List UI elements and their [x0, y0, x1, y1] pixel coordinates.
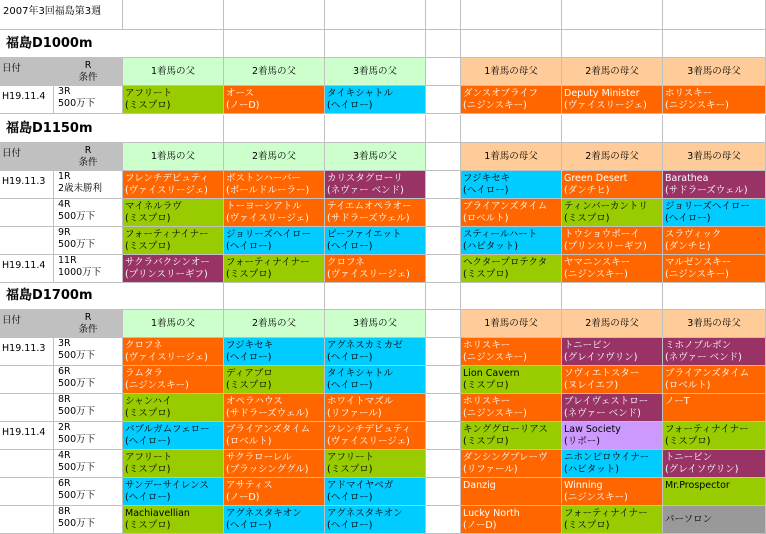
dam-sire-cell[interactable]: Danzig: [461, 478, 562, 506]
dam-sire-cell[interactable]: Green Desert (ダンチヒ): [562, 171, 663, 199]
section-title[interactable]: 福島D1000m: [0, 30, 123, 58]
row-race-condition[interactable]: 3R 500万下: [54, 338, 123, 366]
header-date[interactable]: 日付: [0, 58, 54, 86]
empty-cell[interactable]: [325, 0, 426, 30]
row-race-condition[interactable]: 3R 500万下: [54, 86, 123, 114]
empty-cell[interactable]: [562, 30, 663, 58]
header-sire[interactable]: 1着馬の父: [123, 310, 224, 338]
header-dam-sire[interactable]: 2着馬の母父: [562, 58, 663, 86]
sire-cell[interactable]: アフリート (ミスプロ): [123, 86, 224, 114]
sire-cell[interactable]: バブルガムフェロー (ヘイロー): [123, 422, 224, 450]
sire-cell[interactable]: ボストンハーバー (ボールドルーラー): [224, 171, 325, 199]
sire-cell[interactable]: カリスタグローリ (ネヴァー ベンド): [325, 171, 426, 199]
sire-cell[interactable]: フォーティナイナー (ミスプロ): [224, 255, 325, 283]
spacer-cell[interactable]: [426, 338, 461, 366]
sire-cell[interactable]: タイキシャトル (ヘイロー): [325, 366, 426, 394]
spacer-cell[interactable]: [426, 86, 461, 114]
dam-sire-cell[interactable]: ノーT: [663, 394, 766, 422]
empty-cell[interactable]: [123, 115, 224, 143]
header-sire[interactable]: 3着馬の父: [325, 310, 426, 338]
dam-sire-cell[interactable]: スラヴィック (ダンチヒ): [663, 227, 766, 255]
dam-sire-cell[interactable]: トウショウボーイ (プリンスリーギフ): [562, 227, 663, 255]
dam-sire-cell[interactable]: Mr.Prospector: [663, 478, 766, 506]
dam-sire-cell[interactable]: Winning (ニジンスキー): [562, 478, 663, 506]
sire-cell[interactable]: フレンチデピュティ (ヴァイスリージェ): [123, 171, 224, 199]
dam-sire-cell[interactable]: ジョリーズヘイロー (ヘイロー): [663, 199, 766, 227]
row-race-condition[interactable]: 9R 500万下: [54, 227, 123, 255]
row-date[interactable]: H19.11.4: [0, 255, 54, 283]
spacer-cell[interactable]: [426, 394, 461, 422]
sire-cell[interactable]: トーヨーシアトル (ヴァイスリージェ): [224, 199, 325, 227]
empty-cell[interactable]: [461, 0, 562, 30]
empty-cell[interactable]: [426, 282, 461, 310]
row-race-condition[interactable]: 2R 500万下: [54, 422, 123, 450]
dam-sire-cell[interactable]: Barathea (サドラーズウェル): [663, 171, 766, 199]
header-race-condition[interactable]: R 条件: [54, 143, 123, 171]
spacer-cell[interactable]: [426, 199, 461, 227]
dam-sire-cell[interactable]: Deputy Minister (ヴァイスリージェ): [562, 86, 663, 114]
section-title[interactable]: 福島D1150m: [0, 115, 123, 143]
sire-cell[interactable]: アフリート (ミスプロ): [325, 450, 426, 478]
header-dam-sire[interactable]: 1着馬の母父: [461, 58, 562, 86]
row-date[interactable]: [0, 450, 54, 478]
header-sire[interactable]: 3着馬の父: [325, 58, 426, 86]
row-date[interactable]: H19.11.3: [0, 171, 54, 199]
dam-sire-cell[interactable]: ホリスキー (ニジンスキー): [461, 394, 562, 422]
dam-sire-cell[interactable]: ブレイヴェストロー (ネヴァー ベンド): [562, 394, 663, 422]
empty-cell[interactable]: [562, 0, 663, 30]
sire-cell[interactable]: アフリート (ミスプロ): [123, 450, 224, 478]
sire-cell[interactable]: サクラバクシンオー (プリンスリーギフ): [123, 255, 224, 283]
empty-cell[interactable]: [663, 30, 766, 58]
empty-cell[interactable]: [562, 282, 663, 310]
row-date[interactable]: H19.11.4: [0, 86, 54, 114]
empty-cell[interactable]: [461, 115, 562, 143]
empty-cell[interactable]: [562, 115, 663, 143]
row-date[interactable]: H19.11.4: [0, 422, 54, 450]
sheet-title: 2007年3回福島第3週: [0, 0, 123, 30]
row-race-condition[interactable]: 11R 1000万下: [54, 255, 123, 283]
empty-cell[interactable]: [224, 115, 325, 143]
dam-sire-cell[interactable]: ソヴィエトスター (ヌレイエフ): [562, 366, 663, 394]
empty-cell[interactable]: [224, 0, 325, 30]
section-title[interactable]: 福島D1700m: [0, 282, 123, 310]
sire-cell[interactable]: クロフネ (ヴァイスリージェ): [123, 338, 224, 366]
spacer-cell[interactable]: [426, 58, 461, 86]
row-date[interactable]: [0, 366, 54, 394]
spacer-cell[interactable]: [426, 506, 461, 534]
row-race-condition[interactable]: 4R 500万下: [54, 450, 123, 478]
empty-cell[interactable]: [123, 30, 224, 58]
spacer-cell[interactable]: [426, 227, 461, 255]
sire-cell[interactable]: タイキシャトル (ヘイロー): [325, 86, 426, 114]
sire-cell[interactable]: オペラハウス (サドラーズウェル): [224, 394, 325, 422]
sire-cell[interactable]: アグネスタキオン (ヘイロー): [325, 506, 426, 534]
header-sire[interactable]: 1着馬の父: [123, 143, 224, 171]
spacer-cell[interactable]: [426, 310, 461, 338]
row-race-condition[interactable]: 8R 500万下: [54, 394, 123, 422]
dam-sire-cell[interactable]: フジキセキ (ヘイロー): [461, 171, 562, 199]
header-race-condition[interactable]: R 条件: [54, 58, 123, 86]
dam-sire-cell[interactable]: Lucky North (ノーD): [461, 506, 562, 534]
sire-cell[interactable]: クロフネ (ヴァイスリージェ): [325, 255, 426, 283]
row-date[interactable]: [0, 506, 54, 534]
sire-cell[interactable]: ラムタラ (ニジンスキー): [123, 366, 224, 394]
spacer-cell[interactable]: [426, 255, 461, 283]
sire-cell[interactable]: ブライアンズタイム (ロベルト): [224, 422, 325, 450]
header-date[interactable]: 日付: [0, 310, 54, 338]
empty-cell[interactable]: [426, 0, 461, 30]
dam-sire-cell[interactable]: パーソロン: [663, 506, 766, 534]
empty-cell[interactable]: [663, 0, 766, 30]
empty-cell[interactable]: [123, 0, 224, 30]
sire-cell[interactable]: テイエムオペラオー (サドラーズウェル): [325, 199, 426, 227]
row-race-condition[interactable]: 1R 2歳未勝利: [54, 171, 123, 199]
row-date[interactable]: H19.11.3: [0, 338, 54, 366]
empty-cell[interactable]: [325, 282, 426, 310]
empty-cell[interactable]: [663, 115, 766, 143]
row-race-condition[interactable]: 4R 500万下: [54, 199, 123, 227]
header-dam-sire[interactable]: 1着馬の母父: [461, 143, 562, 171]
row-date[interactable]: [0, 227, 54, 255]
header-dam-sire[interactable]: 3着馬の母父: [663, 58, 766, 86]
sire-cell[interactable]: ピーファイエット (ヘイロー): [325, 227, 426, 255]
empty-cell[interactable]: [325, 30, 426, 58]
spacer-cell[interactable]: [426, 171, 461, 199]
sire-cell[interactable]: オース (ノーD): [224, 86, 325, 114]
spacer-cell[interactable]: [426, 422, 461, 450]
row-race-condition[interactable]: 6R 500万下: [54, 478, 123, 506]
dam-sire-cell[interactable]: Law Society (リボー): [562, 422, 663, 450]
sire-cell[interactable]: Machiavellian (ミスプロ): [123, 506, 224, 534]
header-dam-sire[interactable]: 3着馬の母父: [663, 143, 766, 171]
header-sire[interactable]: 2着馬の父: [224, 143, 325, 171]
sire-cell[interactable]: アグネスカミカゼ (ヘイロー): [325, 338, 426, 366]
empty-cell[interactable]: [224, 30, 325, 58]
dam-sire-cell[interactable]: ヘクタープロテクタ (ミスプロ): [461, 255, 562, 283]
sire-cell[interactable]: ジョリーズヘイロー (ヘイロー): [224, 227, 325, 255]
dam-sire-cell[interactable]: ブライアンズタイム (ロベルト): [663, 366, 766, 394]
dam-sire-cell[interactable]: ニホンピロウイナー (ハビタット): [562, 450, 663, 478]
sire-cell[interactable]: サンデーサイレンス (ヘイロー): [123, 478, 224, 506]
dam-sire-cell[interactable]: フォーティナイナー (ミスプロ): [663, 422, 766, 450]
dam-sire-cell[interactable]: ダンスオブライフ (ニジンスキー): [461, 86, 562, 114]
dam-sire-cell[interactable]: ヤマニンスキー (ニジンスキー): [562, 255, 663, 283]
row-race-condition[interactable]: 8R 500万下: [54, 506, 123, 534]
empty-cell[interactable]: [461, 282, 562, 310]
dam-sire-cell[interactable]: Lion Cavern (ミスプロ): [461, 366, 562, 394]
dam-sire-cell[interactable]: ホリスキー (ニジンスキー): [663, 86, 766, 114]
spacer-cell[interactable]: [426, 450, 461, 478]
sire-cell[interactable]: フレンチデピュティ (ヴァイスリージェ): [325, 422, 426, 450]
sire-cell[interactable]: サクラローレル (ブラッシンググル): [224, 450, 325, 478]
spacer-cell[interactable]: [426, 366, 461, 394]
header-sire[interactable]: 3着馬の父: [325, 143, 426, 171]
dam-sire-cell[interactable]: トニービン (グレイソヴリン): [663, 450, 766, 478]
dam-sire-cell[interactable]: キンググローリアス (ミスプロ): [461, 422, 562, 450]
row-date[interactable]: [0, 394, 54, 422]
header-sire[interactable]: 2着馬の父: [224, 58, 325, 86]
empty-cell[interactable]: [663, 282, 766, 310]
sire-cell[interactable]: フォーティナイナー (ミスプロ): [123, 227, 224, 255]
row-race-condition[interactable]: 6R 500万下: [54, 366, 123, 394]
header-sire[interactable]: 1着馬の父: [123, 58, 224, 86]
dam-sire-cell[interactable]: ティンバーカントリ (ミスプロ): [562, 199, 663, 227]
sire-cell[interactable]: ホワイトマズル (リファール): [325, 394, 426, 422]
header-dam-sire[interactable]: 3着馬の母父: [663, 310, 766, 338]
dam-sire-cell[interactable]: スティールハート (ハビタット): [461, 227, 562, 255]
header-dam-sire[interactable]: 1着馬の母父: [461, 310, 562, 338]
row-date[interactable]: [0, 199, 54, 227]
empty-cell[interactable]: [325, 115, 426, 143]
spacer-cell[interactable]: [426, 478, 461, 506]
sire-cell[interactable]: ディアブロ (ミスプロ): [224, 366, 325, 394]
sire-cell[interactable]: アドマイヤベガ (ヘイロー): [325, 478, 426, 506]
sire-cell[interactable]: アグネスタキオン (ヘイロー): [224, 506, 325, 534]
dam-sire-cell[interactable]: ミホノブルボン (ネヴァー ベンド): [663, 338, 766, 366]
sire-cell[interactable]: アサティス (ノーD): [224, 478, 325, 506]
empty-cell[interactable]: [123, 282, 224, 310]
empty-cell[interactable]: [426, 30, 461, 58]
dam-sire-cell[interactable]: マルゼンスキー (ニジンスキー): [663, 255, 766, 283]
spacer-cell[interactable]: [426, 143, 461, 171]
header-sire[interactable]: 2着馬の父: [224, 310, 325, 338]
empty-cell[interactable]: [461, 30, 562, 58]
empty-cell[interactable]: [426, 115, 461, 143]
sire-cell[interactable]: シャンハイ (ミスプロ): [123, 394, 224, 422]
dam-sire-cell[interactable]: トニービン (グレイソヴリン): [562, 338, 663, 366]
sire-cell[interactable]: フジキセキ (ヘイロー): [224, 338, 325, 366]
dam-sire-cell[interactable]: フォーティナイナー (ミスプロ): [562, 506, 663, 534]
sire-cell[interactable]: マイネルラヴ (ミスプロ): [123, 199, 224, 227]
empty-cell[interactable]: [224, 282, 325, 310]
header-dam-sire[interactable]: 2着馬の母父: [562, 143, 663, 171]
dam-sire-cell[interactable]: ダンシングブレーヴ (リファール): [461, 450, 562, 478]
header-dam-sire[interactable]: 2着馬の母父: [562, 310, 663, 338]
dam-sire-cell[interactable]: ブライアンズタイム (ロベルト): [461, 199, 562, 227]
header-race-condition[interactable]: R 条件: [54, 310, 123, 338]
dam-sire-cell[interactable]: ホリスキー (ニジンスキー): [461, 338, 562, 366]
header-date[interactable]: 日付: [0, 143, 54, 171]
row-date[interactable]: [0, 478, 54, 506]
